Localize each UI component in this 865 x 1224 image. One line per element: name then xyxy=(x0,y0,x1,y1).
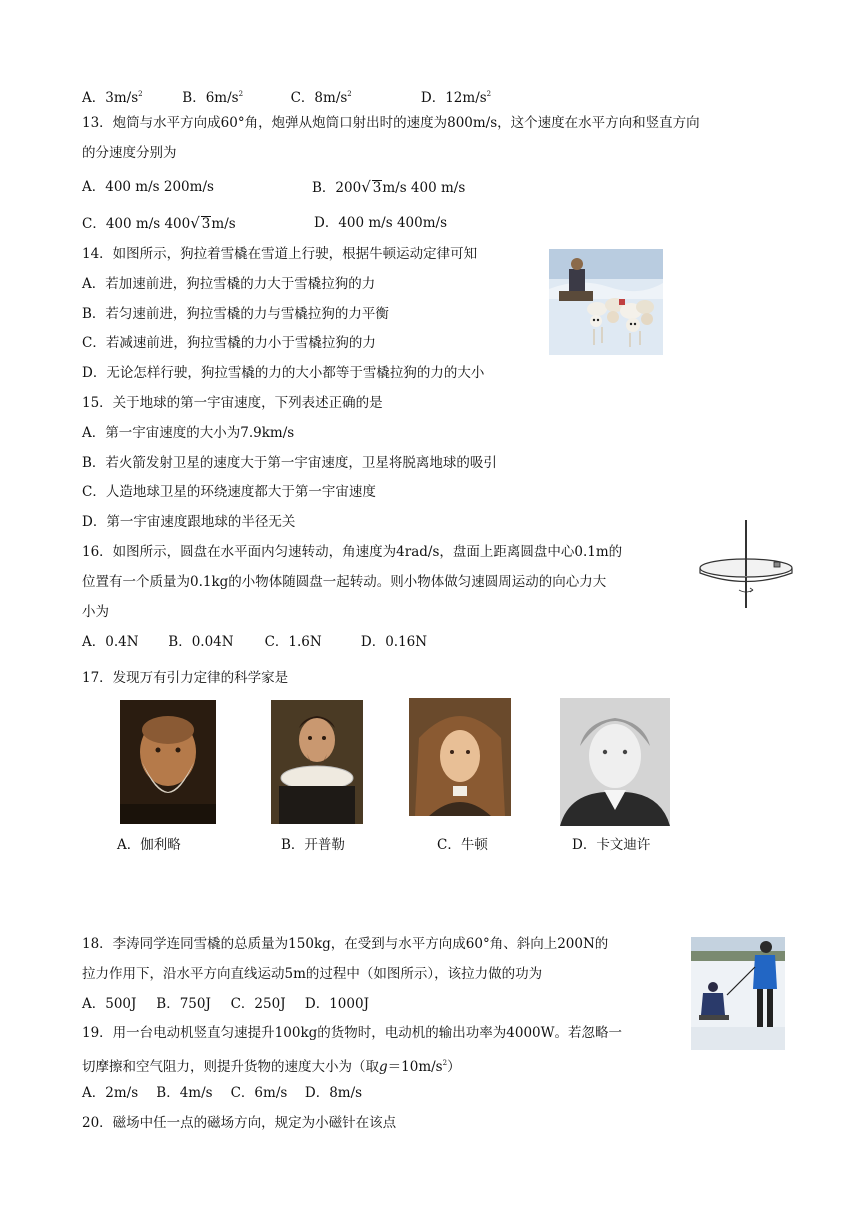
q14-stem: 14．如图所示，狗拉着雪橇在雪道上行驶，根据牛顿运动定律可知 xyxy=(82,246,478,262)
q13-option-d: D．400 m/s 400m/s xyxy=(314,215,447,231)
q16-options xyxy=(82,633,427,651)
q16-option-c: C．1.6N xyxy=(264,634,322,650)
q15-option-d: D．第一宇宙速度跟地球的半径无关 xyxy=(82,514,296,530)
q14-option-a: A．若加速前进，狗拉雪橇的力大于雪橇拉狗的力 xyxy=(82,276,376,292)
portrait-cavendish xyxy=(560,698,670,826)
q19-options xyxy=(82,1084,362,1102)
q18-stem-line2: 拉力作用下，沿水平方向直线运动5m的过程中（如图所示），该拉力做的功为 xyxy=(82,966,543,982)
q17-caption-a: A．伽利略 xyxy=(117,837,181,853)
rotating-disc-diagram xyxy=(697,518,795,610)
q16-option-a: A．0.4N xyxy=(82,634,139,650)
sled-pull-photo xyxy=(691,937,785,1050)
q18-option-b: B．750J xyxy=(156,996,211,1012)
dog-sled-photo xyxy=(549,249,663,355)
q13-option-b: B．200√ 3m/s 400 m/s xyxy=(312,178,466,196)
q13-option-a: A．400 m/s 200m/s xyxy=(82,179,214,195)
q18-options xyxy=(82,995,369,1013)
q17-stem: 17．发现万有引力定律的科学家是 xyxy=(82,670,289,686)
q12-options xyxy=(82,85,491,107)
portrait-newton xyxy=(409,698,511,826)
q14-option-d: D．无论怎样行驶，狗拉雪橇的力的大小都等于雪橇拉狗的力的大小 xyxy=(82,365,485,381)
q17-caption-b: B．开普勒 xyxy=(281,837,345,853)
q15-option-b: B．若火箭发射卫星的速度大于第一宇宙速度，卫星将脱离地球的吸引 xyxy=(82,455,497,471)
q16-stem-line1: 16．如图所示，圆盘在水平面内匀速转动，角速度为4rad/s，盘面上距离圆盘中心0.1m的 xyxy=(82,544,623,560)
q17-caption-d: D．卡文迪许 xyxy=(572,837,651,853)
q15-option-c: C．人造地球卫星的环绕速度都大于第一宇宙速度 xyxy=(82,484,376,500)
q12-option-c: C．$8m/s^2$ xyxy=(290,90,352,106)
q14-option-c: C．若减速前进，狗拉雪橇的力小于雪橇拉狗的力 xyxy=(82,335,376,351)
q19-option-d: D．8m/s xyxy=(304,1085,363,1101)
q13-stem-line2: 的分速度分别为 xyxy=(82,145,177,161)
q18-option-d: D．1000J xyxy=(304,996,369,1012)
q16-option-b: B．0.04N xyxy=(168,634,234,650)
q16-stem-line3: 小为 xyxy=(82,604,109,620)
q19-option-c: C．6m/s xyxy=(230,1085,288,1101)
q15-stem: 15．关于地球的第一宇宙速度，下列表述正确的是 xyxy=(82,395,383,411)
q19-stem-line2: 切摩擦和空气阻力，则提升货物的速度大小为（取$g=10m/s^2$） xyxy=(82,1059,461,1075)
q16-option-d: D．0.16N xyxy=(360,634,428,650)
q19-option-a: A．2m/s xyxy=(82,1085,139,1101)
q19-stem-line1: 19．用一台电动机竖直匀速提升100kg的货物时，电动机的输出功率为4000W。若忽略一 xyxy=(82,1025,622,1041)
q14-option-b: B．若匀速前进，狗拉雪橇的力与雪橇拉狗的力平衡 xyxy=(82,306,389,322)
q13-stem-line1: 13．炮筒与水平方向成60°角，炮弹从炮筒口射出时的速度为800m/s，这个速度在水平方向和竖直方向 xyxy=(82,115,700,131)
q19-option-b: B．4m/s xyxy=(156,1085,213,1101)
q18-option-c: C．250J xyxy=(230,996,286,1012)
q18-stem-line1: 18．李涛同学连同雪橇的总质量为150kg，在受到与水平方向成60°角、斜向上200N的 xyxy=(82,936,609,952)
q15-option-a: A．第一宇宙速度的大小为7.9km/s xyxy=(82,425,295,441)
q12-option-d: D．$12m/s^2$ xyxy=(420,90,492,106)
q16-stem-line2: 位置有一个质量为0.1kg的小物体随圆盘一起转动。则小物体做匀速圆周运动的向心力大 xyxy=(82,574,607,590)
portrait-kepler xyxy=(271,700,363,824)
q18-option-a: A．500J xyxy=(82,996,137,1012)
q12-option-b: B．$6m/s^2$ xyxy=(182,90,244,106)
q12-option-a: A．$3m/s^2$ xyxy=(82,90,143,106)
q17-caption-c: C．牛顿 xyxy=(437,837,488,853)
q13-option-c: C．400 m/s 400√ 3m/s xyxy=(82,214,236,232)
q20-stem: 20．磁场中任一点的磁场方向，规定为小磁针在该点 xyxy=(82,1115,397,1131)
portrait-galileo xyxy=(120,700,216,824)
